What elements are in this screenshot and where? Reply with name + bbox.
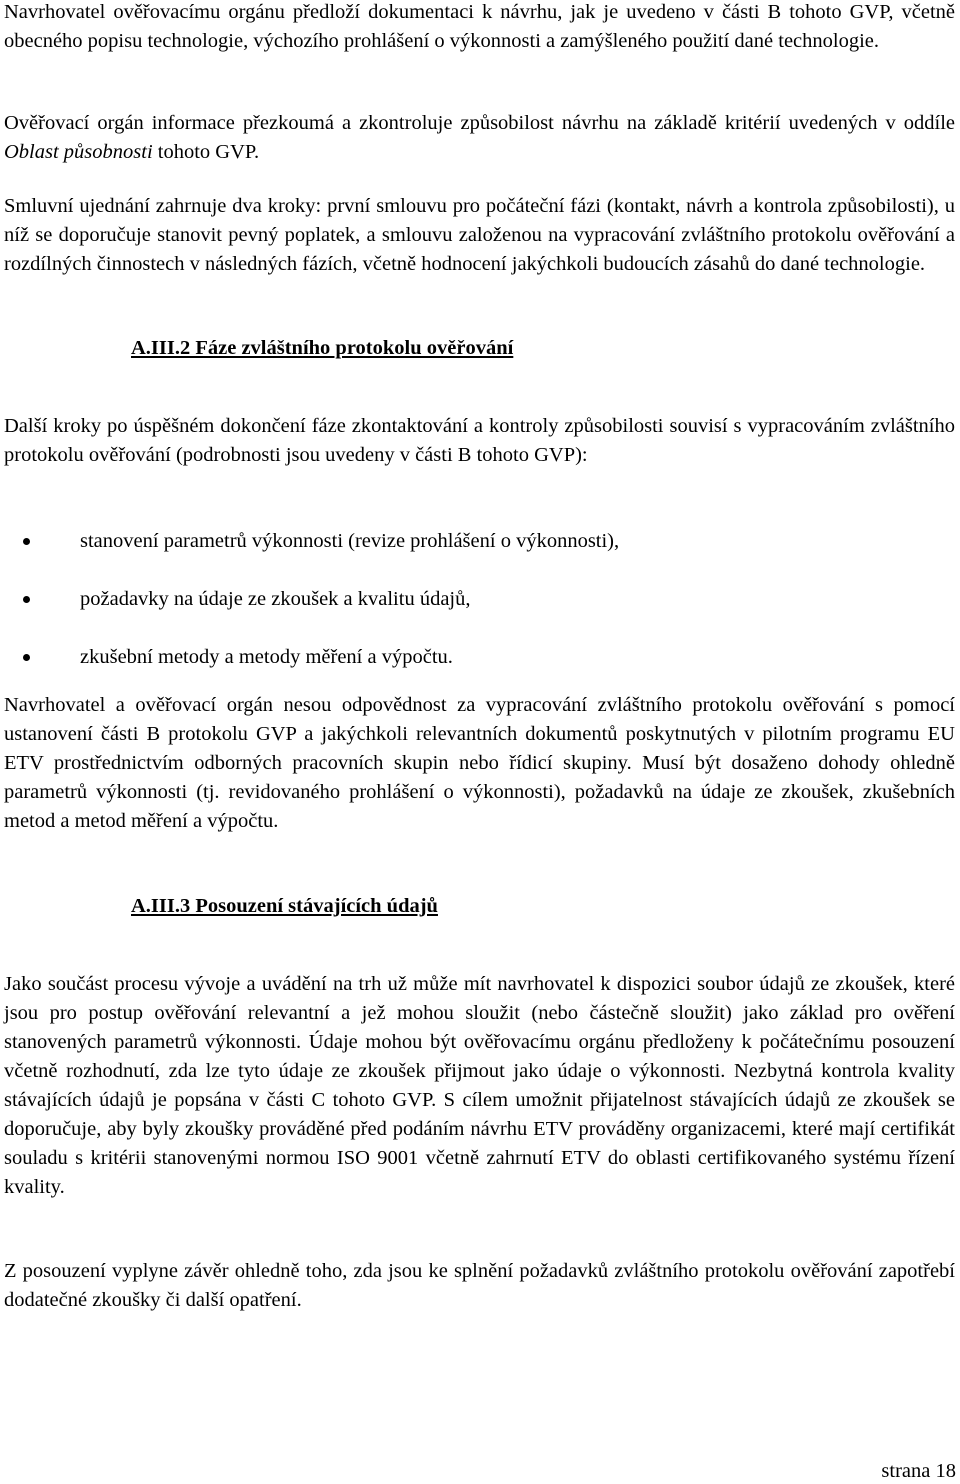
section-heading-specific-protocol: A.III.2 Fáze zvláštního protokolu ověřování (131, 337, 514, 359)
paragraph-existing-data: Jako součást procesu vývoje a uvádění na trh už může mít navrhovatel k dispozici soubor údajů ze zkoušek, které jsou pro postup ověřování relevantní a jež mohou sloužit (nebo částečně sloužit) jako základ pro ověření stanovených parametrů výkonnosti. Údaje mohou být ověřovacímu orgánu předloženy k počátečnímu posouzení včetně rozhodnutí, zda lze tyto údaje ze zkoušek přijmout jako údaje o výkonnosti. Nezbytná kontrola kvality stávajících údajů je popsána v části C tohoto GVP. S cílem umožnit přijatelnost stávajících údajů ze zkoušek se doporučuje, aby byly zkoušky prováděné před podáním návrhu ETV prováděny organizacemi, které mají certifikát souladu s kritérii stanovenými normou ISO 9001 včetně zahrnutí ETV do oblasti certifikovaného systému řízení kvality. (4, 973, 955, 1198)
bullet-icon (23, 654, 30, 661)
paragraph-next-steps: Další kroky po úspěšném dokončení fáze zkontaktování a kontroly způsobilosti souvisí s vypracováním zvláštního protokolu ověřování (podrobnosti jsou uvedeny v části B tohoto GVP): (4, 415, 955, 466)
section-heading-existing-data: A.III.3 Posouzení stávajících údajů (131, 895, 438, 917)
bullet-icon (23, 596, 30, 603)
paragraph-eligibility-italic: Oblast působnosti (4, 141, 153, 163)
paragraph-eligibility-text-start: Ověřovací orgán informace přezkoumá a zkontroluje způsobilost návrhu na základě kritérií uvedených v oddíle (4, 112, 955, 134)
list-item-text: požadavky na údaje ze zkoušek a kvalitu údajů, (80, 588, 471, 610)
paragraph-assessment-conclusion: Z posouzení vyplyne závěr ohledně toho, zda jsou ke splnění požadavků zvláštního protokolu ověřování zapotřebí dodatečné zkoušky či další opatření. (4, 1260, 955, 1311)
page-number: strana 18 (881, 1460, 956, 1482)
paragraph-responsibility: Navrhovatel a ověřovací orgán nesou odpovědnost za vypracování zvláštního protokolu ověřování s pomocí ustanovení části B protokolu GVP a jakýchkoli relevantních dokumentů poskytnutých v pilotním programu EU ETV prostřednictvím odborných pracovních skupin nebo řídicí skupiny. Musí být dosaženo dohody ohledně parametrů výkonnosti (tj. revidovaného prohlášení o výkonnosti), požadavků na údaje ze zkoušek, zkušebních metod a metod měření a výpočtu. (4, 694, 955, 832)
paragraph-submission: Navrhovatel ověřovacímu orgánu předloží dokumentaci k návrhu, jak je uvedeno v části B tohoto GVP, včetně obecného popisu technologie, výchozího prohlášení o výkonnosti a zamýšleného použití dané technologie. (4, 1, 955, 52)
paragraph-contract: Smluvní ujednání zahrnuje dva kroky: první smlouvu pro počáteční fázi (kontakt, návrh a kontrola způsobilosti), u níž se doporučuje stanovit pevný poplatek, a smlouvu založenou na vypracování zvláštního protokolu ověřování a rozdílných činnostech v následných fázích, včetně hodnocení jakýchkoli budoucích zásahů do dané technologie. (4, 195, 955, 275)
paragraph-eligibility-review (4, 109, 955, 167)
paragraph-eligibility-text-end: tohoto GVP. (152, 141, 260, 163)
bullet-icon (23, 538, 30, 545)
list-item-text: stanovení parametrů výkonnosti (revize prohlášení o výkonnosti), (80, 530, 620, 552)
list-item-text: zkušební metody a metody měření a výpočtu. (80, 646, 453, 668)
